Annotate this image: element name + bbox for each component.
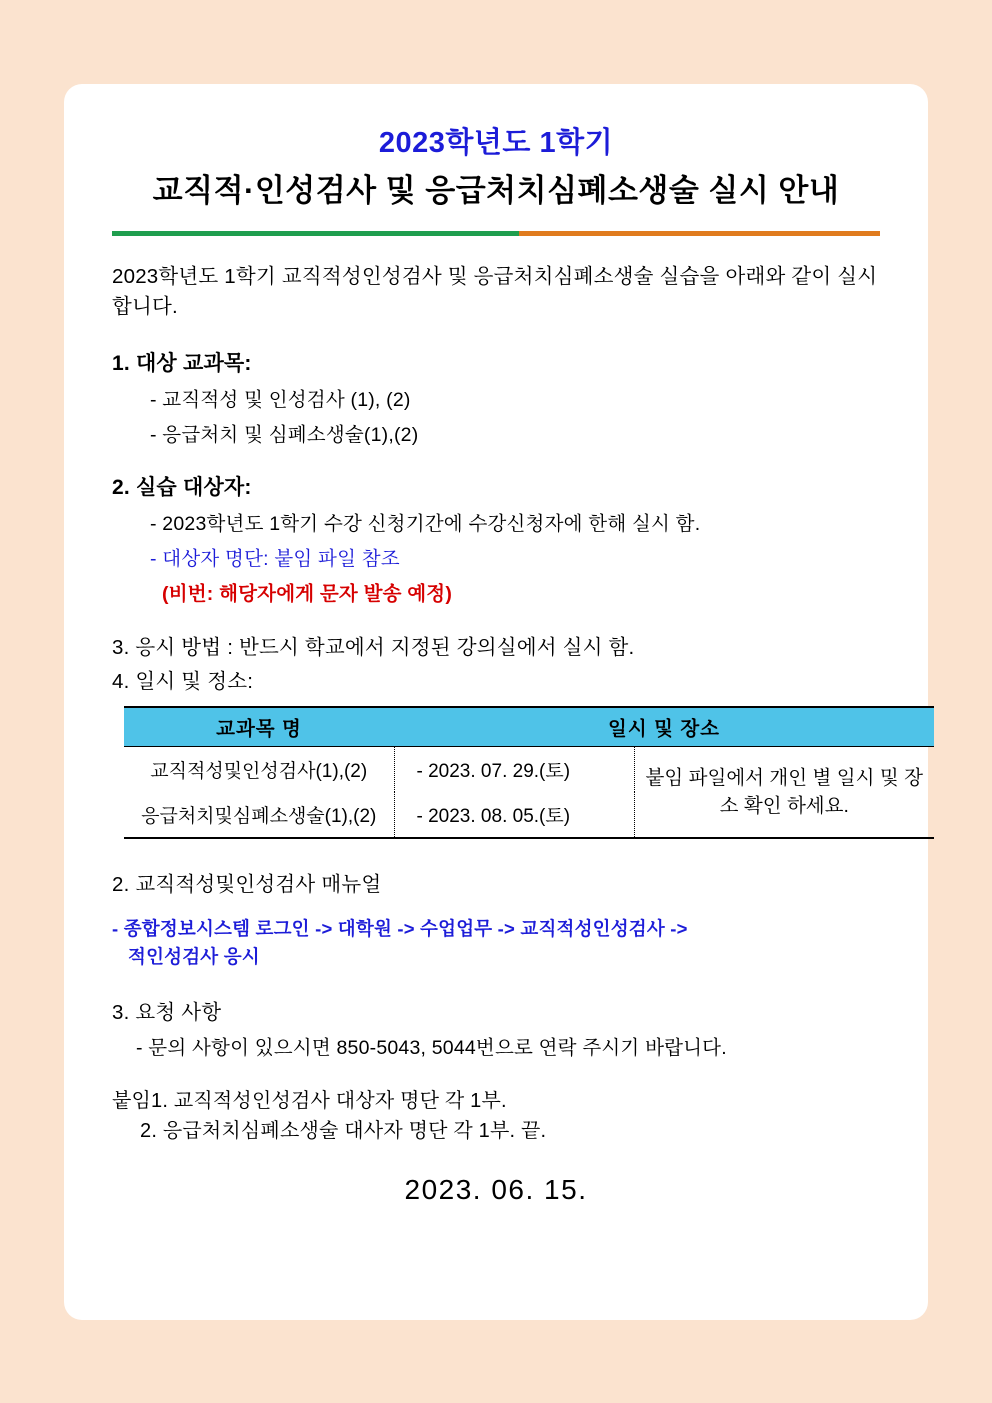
- divider-orange: [519, 231, 880, 236]
- table-header-row: [124, 707, 934, 747]
- table-cell-date: - 2023. 07. 29.(토): [394, 747, 634, 793]
- issue-date: 2023. 06. 15.: [404, 1173, 588, 1205]
- section3-text: 3. 응시 방법 : 반드시 학교에서 지정된 강의실에서 실시 함.: [112, 636, 635, 660]
- table-cell-subject: 교직적성및인성검사(1),(2): [124, 747, 394, 793]
- table-cell-note: 붙임 파일에서 개인 별 일시 및 장소 확인 하세요.: [634, 747, 934, 839]
- table-header-datetime: 일시 및 장소: [394, 707, 934, 747]
- system-path: [112, 915, 880, 971]
- attachment-line-2: 2. 응급처치심폐소생술 대사자 명단 각 1부. 끝.: [140, 1119, 547, 1142]
- section1-heading: 1. 대상 교과목:: [112, 352, 252, 376]
- notice-page: [64, 84, 928, 1320]
- section2-heading: 2. 실습 대상자:: [112, 476, 252, 500]
- schedule-table: [124, 706, 934, 839]
- page-title-main: 교직적·인성검사 및 응급처치심폐소생술 실시 안내: [152, 173, 840, 209]
- divider-green: [112, 231, 519, 236]
- attachments: [112, 1086, 880, 1146]
- section5-item: - 문의 사항이 있으시면 850-5043, 5044번으로 연락 주시기 바랍니다.: [136, 1036, 727, 1059]
- page-title-year: 2023학년도 1학기: [378, 127, 614, 159]
- system-path-line2: 적인성검사 응시: [128, 945, 260, 967]
- section-participants: [112, 471, 880, 606]
- table-row: [124, 747, 934, 793]
- section-exam-method: [112, 630, 880, 694]
- system-path-line1: - 종합정보시스템 로그인 -> 대학원 -> 수업업무 -> 교직적성인성검사 ->: [112, 918, 688, 940]
- manual-heading: 2. 교직적성및인성검사 매뉴얼: [112, 873, 382, 897]
- section4-text: 4. 일시 및 정소:: [112, 670, 254, 694]
- intro-paragraph: 2023학년도 1학기 교직적성인성검사 및 응급처치심폐소생술 실습을 아래와 같이 실시 합니다.: [112, 264, 878, 319]
- section1-item-1: - 교직적성 및 인성검사 (1), (2): [150, 389, 411, 412]
- divider: [112, 231, 880, 236]
- section2-item-1: - 2023학년도 1학기 수강 신청기간에 수강신청자에 한해 실시 함.: [150, 513, 701, 536]
- section-requests: [112, 995, 880, 1060]
- section-target-courses: [112, 347, 880, 447]
- table-cell-subject: 응급처치및심폐소생술(1),(2): [124, 792, 394, 838]
- attachment-line-1: 붙임1. 교직적성인성검사 대상자 명단 각 1부.: [112, 1089, 507, 1112]
- section1-item-2: - 응급처치 및 심폐소생술(1),(2): [150, 424, 419, 447]
- title-block: [112, 124, 880, 213]
- section2-item-2: - 대상자 명단: 붙임 파일 참조: [150, 548, 400, 571]
- table-cell-date: - 2023. 08. 05.(토): [394, 792, 634, 838]
- table-header-subject: 교과목 명: [124, 707, 394, 747]
- section5-heading: 3. 요청 사항: [112, 1000, 222, 1024]
- section2-item-3: (비번: 해당자에게 문자 발송 예정): [162, 583, 453, 606]
